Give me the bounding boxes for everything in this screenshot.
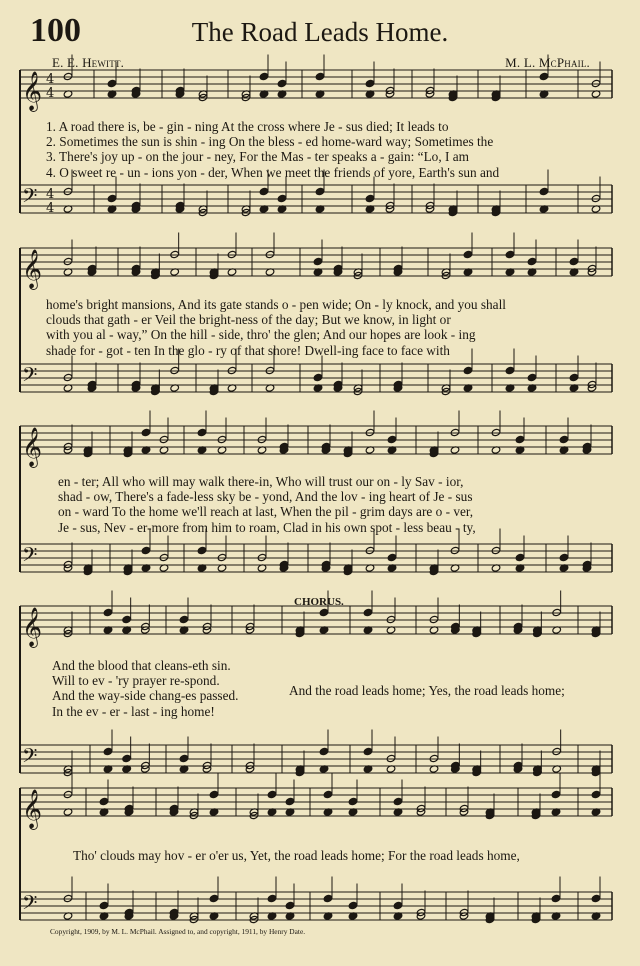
note-head	[591, 894, 601, 902]
note-head	[267, 790, 277, 798]
composer: M. L. McPhail.	[505, 55, 590, 70]
note-head	[313, 257, 323, 265]
verse-3-line-4: And the way-side chang-es passed.	[52, 688, 239, 704]
verse-2-line-4: Will to ev - 'ry prayer re-spond.	[52, 673, 220, 689]
time-signature-bottom: 4	[46, 86, 55, 101]
note-head	[393, 901, 403, 909]
note-head	[103, 608, 113, 616]
note-head	[315, 187, 325, 195]
note-head	[463, 366, 473, 374]
verse-3-line-1: 3. There's joy up - on the jour - ney, For the Mas - ter speaks a - gain: “Lo, I am	[46, 149, 469, 165]
note-head	[122, 754, 132, 762]
note-head	[319, 608, 329, 616]
treble-clef: 𝄞	[22, 71, 43, 111]
bass-clef: 𝄢	[22, 744, 38, 772]
note-head	[141, 546, 151, 554]
note-head	[141, 428, 151, 436]
note-head	[348, 901, 358, 909]
note-head	[313, 373, 323, 381]
note-head	[515, 435, 525, 443]
verse-1-line-3: en - ter; All who will may walk there-in, Who will trust our on - ly Sav - ior,	[58, 474, 464, 489]
note-head	[107, 194, 117, 202]
note-head	[323, 894, 333, 902]
note-head	[277, 79, 287, 87]
note-head	[179, 754, 189, 762]
chorus-line-1: And the road leads home; Yes, the road leads home;	[289, 683, 565, 698]
note-head	[267, 894, 277, 902]
system-3-lyrics	[58, 474, 476, 535]
lyricist: E. E. Hewitt.	[52, 55, 125, 70]
note-head	[463, 250, 473, 258]
system-4-lyrics	[52, 658, 238, 719]
note-head	[387, 435, 397, 443]
note-head	[107, 79, 117, 87]
treble-clef: 𝄞	[22, 607, 43, 647]
time-signature-bottom: 4	[46, 201, 55, 216]
system-2-lyrics	[46, 297, 506, 358]
note-head	[569, 373, 579, 381]
note-head	[527, 373, 537, 381]
note-head	[179, 615, 189, 623]
note-head	[559, 435, 569, 443]
bass-clef: 𝄢	[22, 184, 38, 212]
note-head	[99, 797, 109, 805]
note-head	[209, 894, 219, 902]
verse-2-line-1: 2. Sometimes the sun is shin - ing On the bless - ed home-ward way; Sometimes the	[46, 134, 494, 150]
bass-clef: 𝄢	[22, 891, 38, 919]
note-head	[209, 790, 219, 798]
note-head	[122, 615, 132, 623]
note-head	[285, 797, 295, 805]
note-head	[559, 553, 569, 561]
note-head	[259, 187, 269, 195]
system-1-lyrics	[46, 119, 499, 180]
note-head	[551, 894, 561, 902]
verse-4-line-2: shade for - got - ten In the glo - ry of that shore! Dwell-ing face to face with	[46, 342, 450, 358]
verse-4-line-1: 4. O sweet re - un - ions yon - der, When we meet the friends of yore, Earth's sun and	[46, 164, 500, 180]
note-head	[277, 194, 287, 202]
note-head	[319, 747, 329, 755]
note-head	[197, 428, 207, 436]
note-head	[285, 901, 295, 909]
note-head	[551, 790, 561, 798]
note-head	[365, 194, 375, 202]
note-head	[591, 790, 601, 798]
note-head	[569, 257, 579, 265]
note-head	[315, 72, 325, 80]
note-head	[99, 901, 109, 909]
treble-clef: 𝄞	[22, 789, 43, 829]
verse-3-line-2: with you al - way,” On the hill - side, thro' the glen; And our hopes are look - ing	[46, 327, 476, 343]
note-head	[527, 257, 537, 265]
note-head	[103, 747, 113, 755]
note-head	[539, 72, 549, 80]
note-head	[323, 790, 333, 798]
verse-2-line-2: clouds that gath - er Veil the bright-ness of the day; But we know, in light or	[46, 312, 451, 328]
verse-1-line-1: 1. A road there is, be - gin - ning At the cross where Je - sus died; It leads to	[46, 119, 449, 134]
note-head	[515, 553, 525, 561]
note-head	[539, 187, 549, 195]
note-head	[505, 366, 515, 374]
verse-4-line-4: In the ev - er - last - ing home!	[52, 703, 215, 719]
note-head	[259, 72, 269, 80]
note-head	[348, 797, 358, 805]
verse-2-line-3: shad - ow, There's a fade-less sky be - yond, And the lov - ing heart of Je - sus	[58, 489, 473, 505]
verse-1-line-2: home's bright mansions, And its gate stands o - pen wide; On - ly knock, and you shall	[46, 297, 506, 312]
note-head	[393, 797, 403, 805]
chorus-line-2: Tho' clouds may hov - er o'er us, Yet, the road leads home; For the road leads home,	[73, 848, 520, 863]
bass-clef: 𝄢	[22, 543, 38, 571]
note-head	[365, 79, 375, 87]
time-signature-top: 4	[46, 72, 55, 87]
hymn-title: The Road Leads Home.	[191, 17, 449, 47]
verse-1-line-4: And the blood that cleans-eth sin.	[52, 658, 231, 673]
chorus-label: CHORUS.	[294, 596, 344, 608]
time-signature-top: 4	[46, 187, 55, 202]
note-head	[197, 546, 207, 554]
verse-3-line-3: on - ward To the home we'll reach at last, When the pil - grim days are o - ver,	[58, 504, 474, 520]
copyright-notice: Copyright, 1909, by M. L. McPhail. Assigned to, and copyright, 1911, by Henry Date.	[50, 927, 306, 936]
note-head	[363, 747, 373, 755]
note-head	[505, 250, 515, 258]
note-head	[387, 553, 397, 561]
treble-clef: 𝄞	[22, 427, 43, 467]
bass-clef: 𝄢	[22, 363, 38, 391]
verse-4-line-3: Je - sus, Nev - er-more from him to roam, Clad in his own spot - less beau - ty,	[58, 519, 476, 535]
note-head	[363, 608, 373, 616]
hymn-number: 100	[30, 12, 81, 49]
treble-clef: 𝄞	[22, 249, 43, 289]
